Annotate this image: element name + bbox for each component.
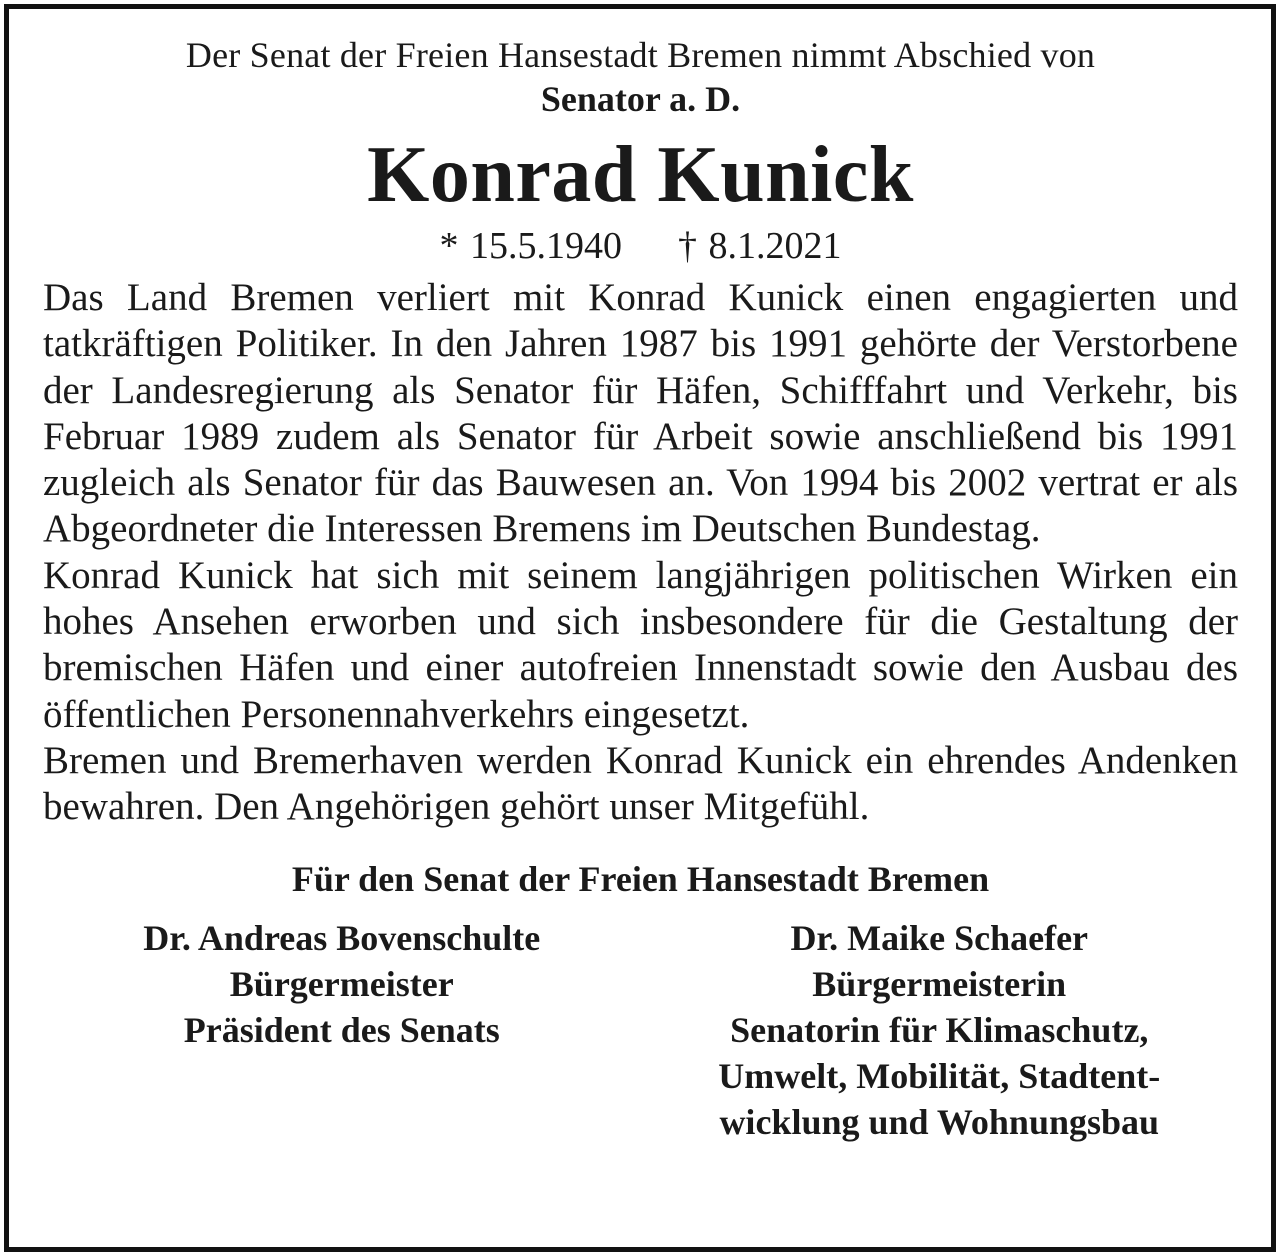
intro-line: Der Senat der Freien Hansestadt Bremen nimmt Abschied von: [185, 35, 1096, 75]
signatory-name: Dr. Andreas Bovenschulte: [143, 917, 541, 958]
honorific-title: Senator a. D.: [540, 79, 741, 119]
signatory-name: Dr. Maike Schaefer: [790, 917, 1089, 958]
notice-border: [4, 4, 1276, 1252]
signature-block: [43, 915, 1238, 1145]
signatory-right: [641, 915, 1239, 1145]
signatory-role: Bürgermeisterin: [812, 963, 1067, 1004]
death-date: † 8.1.2021: [678, 225, 842, 267]
signatory-role: Umwelt, Mobilität, Stadtent-: [718, 1055, 1161, 1096]
signatory-role: Senatorin für Klimaschutz,: [730, 1009, 1149, 1050]
body-paragraph-1: Das Land Bremen verliert mit Konrad Kunick einen engagierten und tatkräftigen Politiker. In den Jahren 1987 bis 1991 gehörte der Verstorbene der Landesregierung als Senator für Häfen, Schifffahrt und Verkehr, bis Februar 1989 zudem als Senator für Arbeit sowie anschließend bis 1991 zugleich als Senator für das Bauwesen an. Von 1994 bis 2002 vertrat er als Abgeordneter die Interessen Bremens im Deutschen Bundestag.: [43, 276, 1238, 551]
body-paragraph-2: Konrad Kunick hat sich mit seinem langjährigen politischen Wirken ein hohes Ansehen erworben und sich insbesondere für die Gestaltung der bremischen Häfen und einer autofreien Innenstadt sowie den Ausbau des öffentlichen Personennahverkehrs eingesetzt.: [43, 553, 1238, 736]
signatory-left: [43, 915, 641, 1145]
signatory-role: Präsident des Senats: [183, 1009, 500, 1050]
life-dates: [43, 221, 1238, 271]
signatory-role: Bürgermeister: [229, 963, 454, 1004]
closing-line: Für den Senat der Freien Hansestadt Bremen: [291, 858, 990, 899]
deceased-name: Konrad Kunick: [367, 131, 914, 219]
signatory-role: wicklung und Wohnungsbau: [719, 1101, 1160, 1142]
obituary-notice: [43, 31, 1238, 1145]
body-paragraph-3: Bremen und Bremerhaven werden Konrad Kunick ein ehrendes Andenken bewahren. Den Angehörigen gehört unser Mitgefühl.: [43, 738, 1238, 829]
notice-body: [43, 275, 1238, 831]
birth-date: * 15.5.1940: [439, 225, 622, 267]
